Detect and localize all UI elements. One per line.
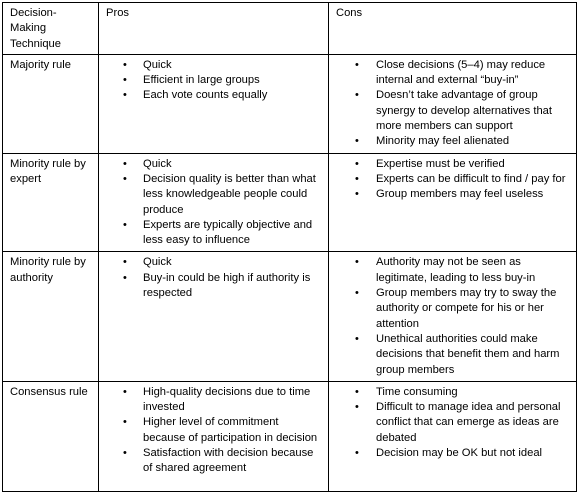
header-technique: Decision-Making Technique [3, 3, 99, 55]
list-item [106, 218, 322, 249]
list-item [336, 172, 570, 187]
list-item [106, 157, 322, 172]
list-item-text: Satisfaction with decision because of shared agreement [143, 447, 314, 475]
list-item-text: Time consuming [376, 385, 458, 398]
table-row [3, 54, 577, 153]
bullet-icon: • [355, 385, 359, 398]
list-item-text: Quick [143, 58, 172, 71]
cons-list [336, 157, 570, 203]
technique-cell: Majority rule [3, 54, 99, 153]
list-item [336, 58, 570, 89]
bullet-icon: • [355, 135, 359, 148]
list-item [106, 88, 322, 103]
bullet-icon: • [355, 447, 359, 460]
list-item-text: Group members may feel useless [376, 188, 544, 201]
pros-list [106, 385, 322, 477]
cons-cell [329, 54, 577, 153]
list-item [336, 88, 570, 134]
bullet-icon: • [355, 188, 359, 201]
technique-cell: Minority rule by authority [3, 252, 99, 381]
bullet-icon: • [123, 218, 127, 231]
table-row [3, 381, 577, 491]
list-item-text: Higher level of commitment because of participation in decision [143, 416, 318, 444]
technique-cell: Minority rule by expert [3, 153, 99, 252]
list-item-text: Decision quality is better than what less knowledgeable people could produce [143, 172, 316, 216]
list-item-text: Close decisions (5–4) may reduce internal and external “buy-in” [376, 58, 546, 87]
header-cons: Cons [329, 3, 577, 55]
pros-cell [99, 381, 329, 491]
list-item-text: Quick [143, 157, 172, 170]
list-item [106, 255, 322, 270]
list-item [106, 58, 322, 73]
pros-list [106, 157, 322, 249]
bullet-icon: • [355, 172, 359, 185]
list-item [106, 446, 322, 477]
list-item-text: Experts can be difficult to find / pay for [376, 172, 566, 185]
bullet-icon: • [123, 172, 127, 185]
pros-cell [99, 252, 329, 381]
list-item [336, 400, 570, 446]
list-item [336, 134, 570, 149]
bullet-icon: • [123, 89, 127, 102]
list-item-text: Buy-in could be high if authority is respected [143, 271, 311, 300]
list-item [336, 157, 570, 172]
bullet-icon: • [355, 58, 359, 71]
bullet-icon: • [355, 401, 359, 414]
cons-list [336, 58, 570, 150]
list-item-text: Decision may be OK but not ideal [376, 447, 543, 460]
list-item-text: Group members may try to sway the authority or compete for his or her attention [376, 287, 557, 330]
list-item [106, 271, 322, 302]
table-row [3, 252, 577, 381]
bullet-icon: • [355, 89, 359, 102]
bullet-icon: • [123, 58, 127, 71]
pros-cell [99, 153, 329, 252]
list-item [106, 73, 322, 88]
bullet-icon: • [123, 385, 127, 398]
bullet-icon: • [355, 287, 359, 300]
bullet-icon: • [355, 256, 359, 269]
table-row [3, 153, 577, 252]
cons-cell [329, 381, 577, 491]
list-item-text: High-quality decisions due to time invested [143, 385, 311, 414]
cons-list [336, 385, 570, 461]
list-item-text: Quick [143, 256, 172, 269]
cons-list [336, 255, 570, 377]
list-item [336, 286, 570, 332]
header-row [3, 3, 577, 55]
list-item [336, 255, 570, 286]
list-item [106, 385, 322, 416]
bullet-icon: • [123, 157, 127, 170]
cons-cell [329, 252, 577, 381]
list-item-text: Each vote counts equally [143, 89, 268, 102]
list-item-text: Efficient in large groups [143, 74, 260, 87]
cons-cell [329, 153, 577, 252]
list-item [106, 172, 322, 218]
technique-cell: Consensus rule [3, 381, 99, 491]
bullet-icon: • [355, 332, 359, 345]
pros-list [106, 58, 322, 104]
list-item [336, 385, 570, 400]
pros-list [106, 255, 322, 301]
list-item-text: Difficult to manage idea and personal conflict that can emerge as ideas are debated [376, 401, 561, 444]
list-item [106, 415, 322, 446]
bullet-icon: • [123, 416, 127, 429]
bullet-icon: • [123, 271, 127, 284]
list-item-text: Experts are typically objective and less easy to influence [143, 218, 313, 247]
list-item [336, 187, 570, 202]
pros-cell [99, 54, 329, 153]
bullet-icon: • [123, 74, 127, 87]
list-item-text: Doesn’t take advantage of group synergy to develop alternatives that more members can support [376, 89, 552, 133]
decision-techniques-table [2, 2, 577, 492]
bullet-icon: • [355, 157, 359, 170]
list-item [336, 446, 570, 461]
bullet-icon: • [123, 256, 127, 269]
list-item-text: Expertise must be verified [376, 157, 505, 170]
bullet-icon: • [123, 447, 127, 460]
list-item-text: Authority may not be seen as legitimate, leading to less buy-in [376, 256, 536, 284]
list-item-text: Minority may feel alienated [376, 135, 510, 148]
list-item [336, 332, 570, 378]
header-pros: Pros [99, 3, 329, 55]
list-item-text: Unethical authorities could make decisions that benefit them and harm group members [376, 332, 560, 376]
